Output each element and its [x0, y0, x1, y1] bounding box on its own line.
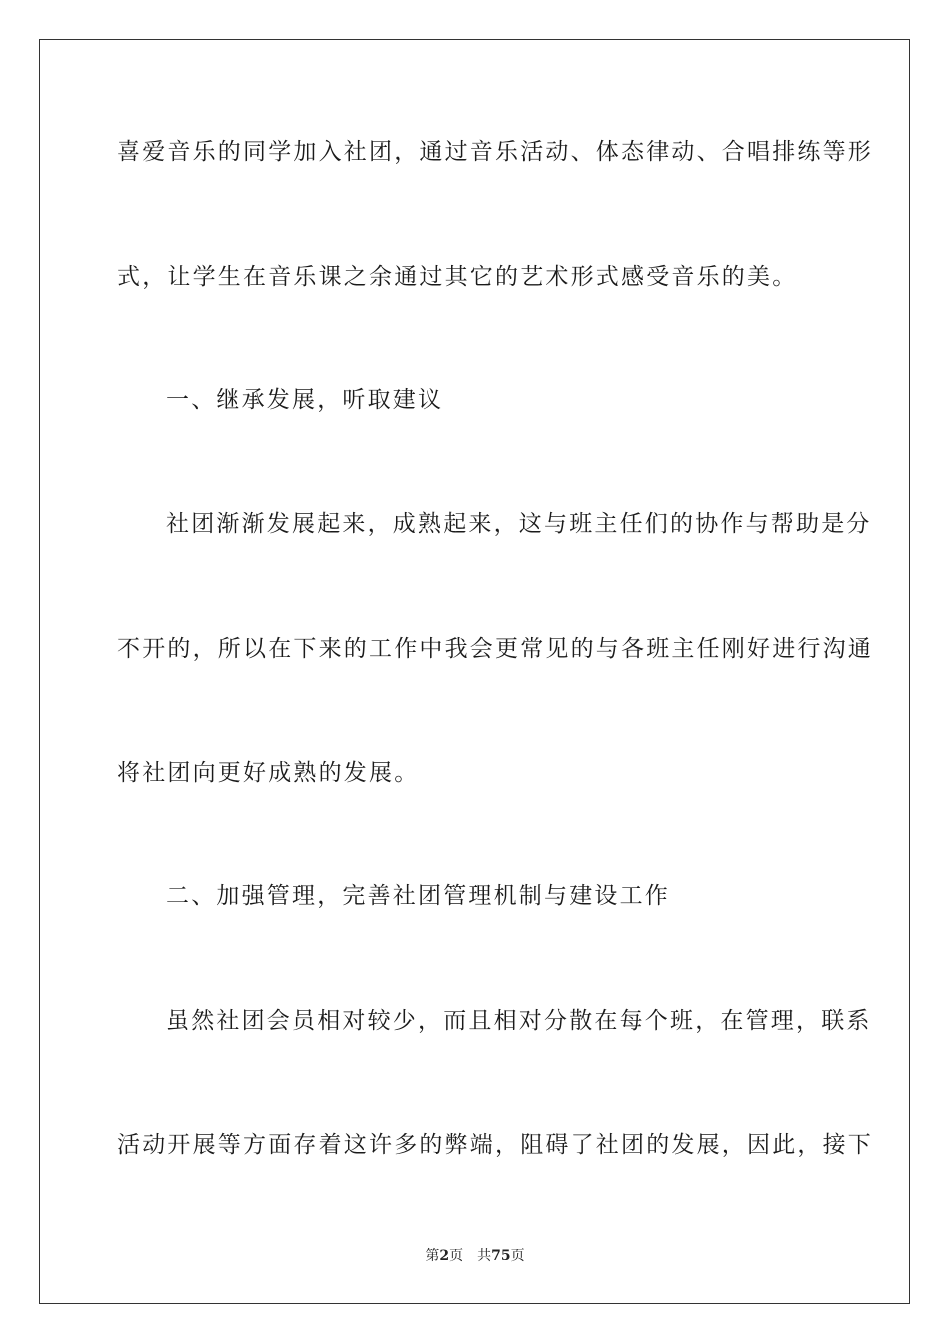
- footer-total-suffix: 页: [510, 1248, 525, 1264]
- body-line-4: 不开的，所以在下来的工作中我会更常见的与各班主任刚好进行沟通: [117, 636, 873, 662]
- body-line-6: 虽然社团会员相对较少，而且相对分散在每个班，在管理，联系: [166, 1008, 872, 1034]
- body-line-7: 活动开展等方面存着这许多的弊端，阻碍了社团的发展，因此，接下: [117, 1132, 873, 1158]
- body-line-3: 社团渐渐发展起来，成熟起来，这与班主任们的协作与帮助是分: [166, 511, 872, 537]
- page-footer: [0, 1247, 950, 1265]
- page-frame: [39, 39, 910, 1304]
- section-heading-1: 一、继承发展，听取建议: [166, 387, 444, 413]
- footer-total-prefix: 共: [477, 1248, 492, 1264]
- body-line-5: 将社团向更好成熟的发展。: [117, 760, 420, 786]
- footer-total-pages: 75: [491, 1248, 511, 1264]
- footer-page-prefix: 第: [425, 1248, 440, 1264]
- footer-page-suffix: 页: [449, 1248, 464, 1264]
- footer-page-number: 2: [439, 1248, 450, 1264]
- section-heading-2: 二、加强管理，完善社团管理机制与建设工作: [166, 883, 670, 909]
- body-line-1: 喜爱音乐的同学加入社团，通过音乐活动、体态律动、合唱排练等形: [117, 139, 873, 165]
- body-line-2: 式，让学生在音乐课之余通过其它的艺术形式感受音乐的美。: [117, 264, 798, 290]
